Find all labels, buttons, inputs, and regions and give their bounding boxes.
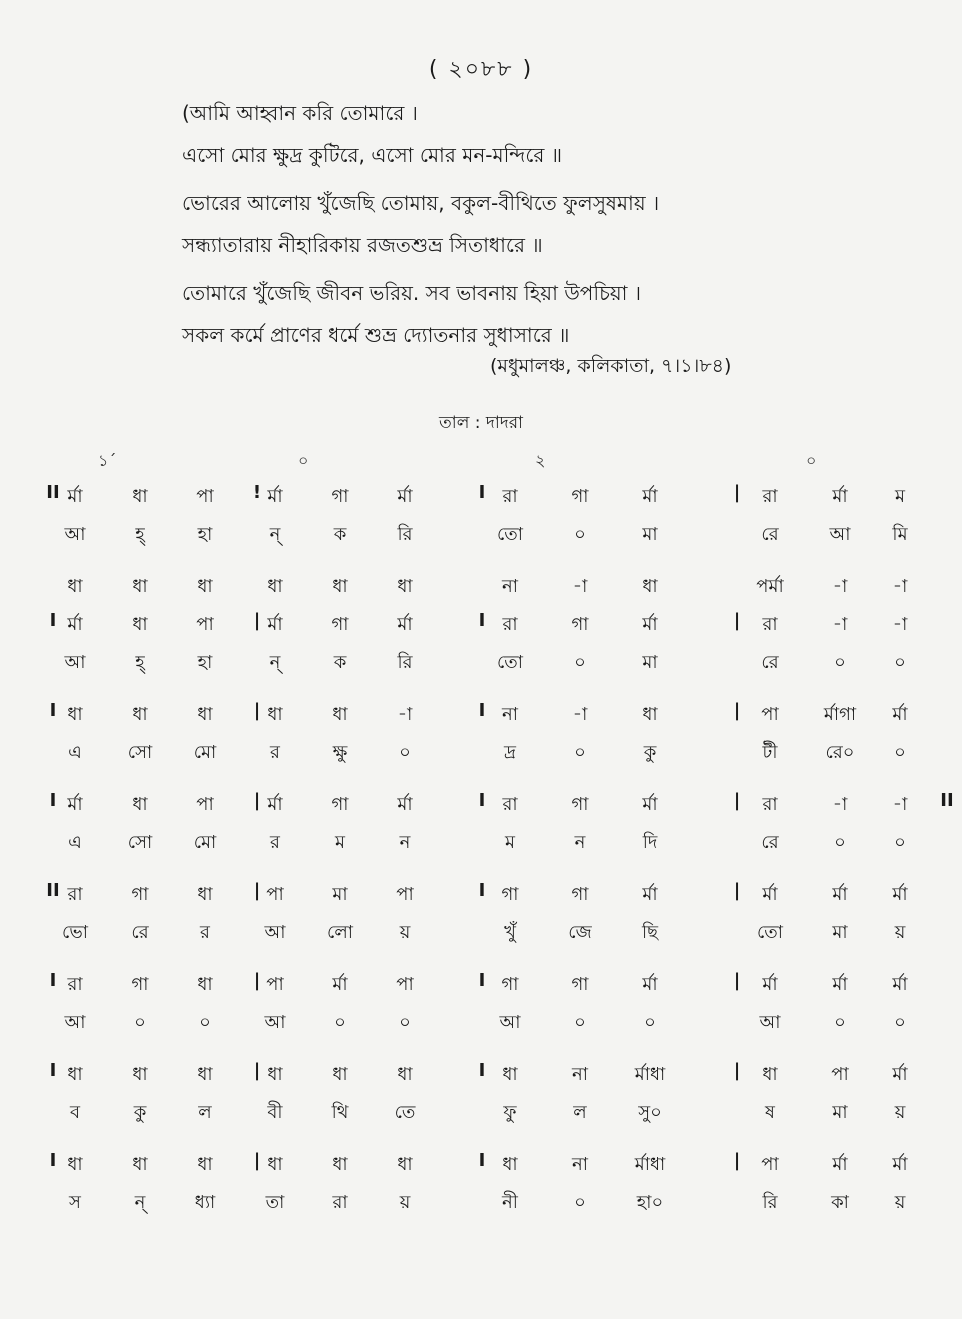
notation-cell: ধা [132, 614, 148, 635]
notation-cell: ধা [502, 1064, 518, 1085]
notation-cell: -া [892, 794, 908, 815]
beat-mark: ১´ [98, 451, 117, 470]
page-number: ( ২০৮৮ ) [428, 57, 534, 82]
notation-cell: র্মা [397, 614, 413, 635]
bar-line: | [253, 1150, 261, 1171]
beat-mark: ০ [806, 451, 817, 470]
notation-cell: ধা [67, 1064, 83, 1085]
notation-cell: ০ [894, 1012, 906, 1033]
notation-cell: কা [831, 1192, 849, 1213]
poem-line: (আমি আহ্বান করি তোমারে । [182, 101, 418, 125]
notation-cell: গা [501, 884, 519, 905]
notation-cell: গা [571, 486, 589, 507]
notation-cell: রা [502, 486, 518, 507]
poem-line: তোমারে খুঁজেছি জীবন ভরিয়. সব ভাবনায় হিয়া উপচিয়া । [182, 281, 641, 305]
notation-cell: খুঁ [504, 922, 516, 943]
notation-cell: আ [264, 1012, 286, 1033]
notation-cell: ধা [502, 1154, 518, 1175]
notation-cell: র্মা [267, 794, 283, 815]
notation-cell: তো [496, 524, 524, 545]
row-spacer [40, 1046, 960, 1060]
notation-cell: হ্ [135, 524, 145, 545]
notation-cell: -া [892, 614, 908, 635]
notation-cell: র্মাগা [823, 704, 857, 725]
notation-cell: এ [68, 742, 82, 763]
notation-cell: -া [832, 614, 848, 635]
notation-cell: ০ [574, 742, 586, 763]
notation-line [40, 738, 960, 776]
notation-cell: ধ্যা [194, 1192, 216, 1213]
notation-cell: রা [762, 794, 778, 815]
notation-line [40, 648, 960, 686]
notation-cell: ফু [503, 1102, 517, 1123]
notation-cell: ন্ [269, 652, 281, 673]
notation-cell: না [502, 704, 518, 725]
notation-line [40, 880, 960, 918]
notation-cell: র্মা [892, 1154, 908, 1175]
bar-line: | [733, 610, 741, 631]
notation-cell: হা [197, 652, 213, 673]
notation-cell: রা [762, 614, 778, 635]
bar-line: | [733, 790, 741, 811]
notation-line [40, 482, 960, 520]
notation-cell: গা [331, 614, 349, 635]
notation-cell: গা [501, 974, 519, 995]
notation-cell: ধা [197, 704, 213, 725]
bar-line: I [49, 970, 57, 991]
notation-cell: য় [399, 922, 411, 943]
notation-cell: র্মা [892, 884, 908, 905]
notation-cell: তে [394, 1102, 416, 1123]
notation-line [40, 610, 960, 648]
notation-cell: য় [894, 922, 906, 943]
notation-cell: র্মা [642, 794, 658, 815]
notation-cell: সো [127, 742, 153, 763]
notation-cell: ম [335, 832, 345, 853]
notation-cell: র্মা [832, 974, 848, 995]
notation-cell: পর্মা [756, 576, 784, 597]
bar-line: I [478, 970, 486, 991]
notation-cell: মা [832, 1102, 848, 1123]
notation-cell: ধা [197, 974, 213, 995]
notation-cell: -া [572, 576, 588, 597]
notation-cell: ম [895, 486, 905, 507]
notation-cell: আ [264, 922, 286, 943]
notation-table [40, 482, 960, 1226]
notation-cell: র্মা [332, 974, 348, 995]
notation-cell: ০ [894, 832, 906, 853]
notation-cell: রা [332, 1192, 348, 1213]
notation-cell: ০ [199, 1012, 211, 1033]
notation-cell: ধা [332, 576, 348, 597]
notation-cell: ধা [132, 1064, 148, 1085]
bar-line: II [46, 482, 60, 503]
notation-line [40, 1060, 960, 1098]
notation-line [40, 1098, 960, 1136]
notation-cell: র্মা [642, 974, 658, 995]
notation-cell: মা [642, 524, 658, 545]
notation-cell: রে০ [825, 742, 855, 763]
notation-cell: র্মা [762, 884, 778, 905]
notation-cell: গা [571, 794, 589, 815]
notation-cell: র্মা [762, 974, 778, 995]
notation-cell: ধা [267, 1064, 283, 1085]
bar-line: | [733, 880, 741, 901]
notation-cell: র [270, 832, 280, 853]
notation-cell: মো [193, 742, 217, 763]
row-spacer [40, 776, 960, 790]
notation-cell: র্মা [267, 614, 283, 635]
notation-cell: পা [761, 1154, 779, 1175]
notation-cell: রে [761, 652, 779, 673]
bar-line: | [253, 610, 261, 631]
notation-cell: নী [502, 1192, 518, 1213]
notation-cell: রি [397, 652, 413, 673]
poem-line: সকল কর্মে প্রাণের ধর্মে শুভ্র দ্যোতনার সুধাসারে ॥ [182, 323, 570, 347]
bar-line: | [253, 790, 261, 811]
notation-cell: ধা [397, 1154, 413, 1175]
notation-cell: র্মা [67, 794, 83, 815]
notation-cell: তা [265, 1192, 285, 1213]
notation-cell: ষ [765, 1102, 775, 1123]
notation-line [40, 828, 960, 866]
notation-cell: ব [69, 1102, 81, 1123]
notation-cell: ধা [132, 1154, 148, 1175]
notation-cell: গা [131, 884, 149, 905]
notation-cell: পা [196, 486, 214, 507]
notation-cell: না [572, 1154, 588, 1175]
bar-line: | [733, 1150, 741, 1171]
notation-cell: ০ [334, 1012, 346, 1033]
notation-line [40, 790, 960, 828]
notation-cell: রি [762, 1192, 778, 1213]
notation-cell: র্মা [892, 1064, 908, 1085]
notation-cell: -া [832, 576, 848, 597]
notation-cell: গা [571, 974, 589, 995]
bar-line: | [733, 482, 741, 503]
notation-cell: রা [502, 794, 518, 815]
notation-cell: ০ [644, 1012, 656, 1033]
notation-cell: পা [196, 794, 214, 815]
notation-cell: র্মা [832, 884, 848, 905]
notation-cell: রা [67, 884, 83, 905]
notation-cell: মো [193, 832, 217, 853]
row-spacer [40, 866, 960, 880]
notation-cell: ন্ [134, 1192, 146, 1213]
notation-cell: র্মা [397, 794, 413, 815]
poem-block [182, 95, 882, 359]
bar-line: I [478, 610, 486, 631]
notation-cell: ধা [642, 576, 658, 597]
notation-cell: ল [573, 1102, 587, 1123]
bar-line: ! [252, 482, 262, 503]
notation-line [40, 1188, 960, 1226]
notation-cell: -া [397, 704, 413, 725]
bar-line: | [253, 700, 261, 721]
notation-cell: র্মা [397, 486, 413, 507]
poem-line: ভোরের আলোয় খুঁজেছি তোমায়, বকুল-বীথিতে ফুলসুষমায় । [182, 191, 660, 215]
notation-cell: ০ [574, 524, 586, 545]
notation-cell: আ [499, 1012, 521, 1033]
notation-cell: র্মা [892, 974, 908, 995]
notation-cell: ধা [267, 704, 283, 725]
notation-cell: র্মাধা [634, 1064, 666, 1085]
notation-cell: পা [396, 884, 414, 905]
notation-cell: মি [892, 524, 908, 545]
notation-cell: গা [131, 974, 149, 995]
bar-line: | [253, 1060, 261, 1081]
notation-cell: ক্ষু [332, 742, 348, 763]
bar-line: | [733, 970, 741, 991]
beat-mark: ২ [535, 451, 546, 470]
notation-cell: ধা [132, 576, 148, 597]
notation-cell: ০ [574, 1012, 586, 1033]
poem-line: এসো মোর ক্ষুদ্র কুটিরে, এসো মোর মন-মন্দিরে ॥ [182, 143, 563, 167]
notation-cell: কু [643, 742, 657, 763]
beat-mark: ০ [298, 451, 309, 470]
notation-cell: গা [331, 486, 349, 507]
notation-cell: ০ [574, 1192, 586, 1213]
bar-line: I [49, 700, 57, 721]
notation-cell: গা [571, 614, 589, 635]
notation-cell: দ্র [504, 742, 516, 763]
notation-cell: ধা [397, 1064, 413, 1085]
notation-cell: -া [832, 794, 848, 815]
notation-cell: র্মা [67, 486, 83, 507]
bar-line: I [478, 700, 486, 721]
notation-cell: আ [759, 1012, 781, 1033]
notation-cell: ধা [332, 1154, 348, 1175]
bar-line: | [253, 880, 261, 901]
notation-cell: হা [197, 524, 213, 545]
notation-cell: রা [67, 974, 83, 995]
notation-cell: র্মা [642, 486, 658, 507]
notation-cell: র [270, 742, 280, 763]
notation-cell: পা [831, 1064, 849, 1085]
notation-cell: ধা [397, 576, 413, 597]
notation-cell: রা [762, 486, 778, 507]
row-spacer [40, 558, 960, 572]
notation-cell: ধা [67, 1154, 83, 1175]
notation-cell: র্মা [832, 1154, 848, 1175]
notation-cell: র্মা [832, 486, 848, 507]
notation-cell: ০ [894, 652, 906, 673]
notation-cell: হা০ [636, 1192, 664, 1213]
row-spacer [40, 686, 960, 700]
notation-cell: ০ [399, 1012, 411, 1033]
notation-cell: ক [333, 524, 347, 545]
notation-cell: মা [832, 922, 848, 943]
notation-cell: বী [267, 1102, 283, 1123]
notation-cell: গা [331, 794, 349, 815]
notation-cell: লো [327, 922, 353, 943]
bar-line: I [49, 1150, 57, 1171]
notation-line [40, 520, 960, 558]
notation-cell: রে [761, 832, 779, 853]
notation-line [40, 970, 960, 1008]
notation-cell: য় [399, 1192, 411, 1213]
notation-cell: ধা [197, 1064, 213, 1085]
source-citation: (মধুমালঞ্চ, কলিকাতা, ৭।১।৮৪) [490, 355, 732, 377]
bar-line: I [49, 790, 57, 811]
notation-cell: আ [64, 652, 86, 673]
notation-line [40, 1150, 960, 1188]
notation-cell: না [502, 576, 518, 597]
notation-cell: ক [333, 652, 347, 673]
notation-cell: ০ [399, 742, 411, 763]
row-spacer [40, 1136, 960, 1150]
notation-cell: পা [196, 614, 214, 635]
beat-marks [0, 448, 962, 476]
notation-cell: পা [761, 704, 779, 725]
notation-line [40, 1008, 960, 1046]
notation-cell: পা [266, 974, 284, 995]
notation-cell: ০ [574, 652, 586, 673]
notation-line [40, 918, 960, 956]
notation-cell: র্মা [892, 704, 908, 725]
notation-cell: ধা [67, 576, 83, 597]
bar-line: I [49, 610, 57, 631]
notation-cell: তো [496, 652, 524, 673]
notation-cell: ধা [197, 884, 213, 905]
notation-cell: ধা [132, 704, 148, 725]
notation-cell: ধা [267, 576, 283, 597]
notation-cell: ধা [332, 1064, 348, 1085]
notation-cell: ০ [834, 652, 846, 673]
notation-cell: র্মা [642, 884, 658, 905]
notation-cell: গা [571, 884, 589, 905]
notation-cell: মা [332, 884, 348, 905]
taal-heading: তাল : দাদরা [439, 413, 523, 433]
row-spacer [40, 956, 960, 970]
notation-cell: টী [762, 742, 778, 763]
bar-line: I [478, 880, 486, 901]
notation-line [40, 572, 960, 610]
notation-cell: দি [642, 832, 658, 853]
notation-cell: ০ [834, 832, 846, 853]
notation-cell: ন্ [269, 524, 281, 545]
notation-cell: জে [568, 922, 592, 943]
notation-cell: ০ [894, 742, 906, 763]
bar-line: I [478, 482, 486, 503]
notation-cell: ন [574, 832, 586, 853]
notation-cell: সো [127, 832, 153, 853]
notation-cell: ০ [134, 1012, 146, 1033]
notation-cell: ধা [132, 794, 148, 815]
notation-cell: ধা [642, 704, 658, 725]
notation-cell: রা [502, 614, 518, 635]
notation-cell: ০ [834, 1012, 846, 1033]
bar-line: | [733, 1060, 741, 1081]
notation-cell: পা [266, 884, 284, 905]
notation-cell: না [572, 1064, 588, 1085]
notation-cell: ধা [762, 1064, 778, 1085]
notation-cell: ধা [267, 1154, 283, 1175]
notation-cell: তো [756, 922, 784, 943]
bar-line: I [49, 1060, 57, 1081]
notation-cell: -া [572, 704, 588, 725]
notation-cell: ধা [197, 576, 213, 597]
notation-cell: স [69, 1192, 81, 1213]
bar-line: | [733, 700, 741, 721]
notation-cell: রে [131, 922, 149, 943]
notation-cell: পা [396, 974, 414, 995]
bar-line: II [46, 880, 60, 901]
bar-line: I [478, 1150, 486, 1171]
notation-cell: হ্ [135, 652, 145, 673]
notation-cell: মা [642, 652, 658, 673]
poem-line: সন্ধ্যাতারায় নীহারিকায় রজতশুভ্র সিতাধারে ॥ [182, 233, 543, 257]
notation-cell: রে [761, 524, 779, 545]
notation-cell: ধা [197, 1154, 213, 1175]
notation-cell: এ [68, 832, 82, 853]
bar-line: II [940, 790, 954, 811]
notation-cell: র্মা [642, 614, 658, 635]
notation-cell: ন [399, 832, 411, 853]
bar-line: I [478, 1060, 486, 1081]
bar-line: I [478, 790, 486, 811]
notation-cell: ল [198, 1102, 212, 1123]
notation-cell: রি [397, 524, 413, 545]
bar-line: | [253, 970, 261, 991]
notation-cell: আ [829, 524, 851, 545]
notation-cell: র্মাধা [634, 1154, 666, 1175]
notation-cell: কু [133, 1102, 147, 1123]
notation-cell: ধা [67, 704, 83, 725]
notation-cell: সু০ [638, 1102, 662, 1123]
notation-cell: ধা [332, 704, 348, 725]
notation-cell: র [200, 922, 210, 943]
notation-cell: আ [64, 524, 86, 545]
notation-cell: র্মা [267, 486, 283, 507]
notation-line [40, 700, 960, 738]
notation-cell: ধা [132, 486, 148, 507]
notation-cell: র্মা [67, 614, 83, 635]
notation-cell: য় [894, 1102, 906, 1123]
notation-cell: য় [894, 1192, 906, 1213]
notation-cell: ভো [62, 922, 88, 943]
notation-cell: ম [505, 832, 515, 853]
notation-cell: ছি [641, 922, 659, 943]
notation-cell: -া [892, 576, 908, 597]
notation-cell: থি [331, 1102, 349, 1123]
notation-cell: আ [64, 1012, 86, 1033]
